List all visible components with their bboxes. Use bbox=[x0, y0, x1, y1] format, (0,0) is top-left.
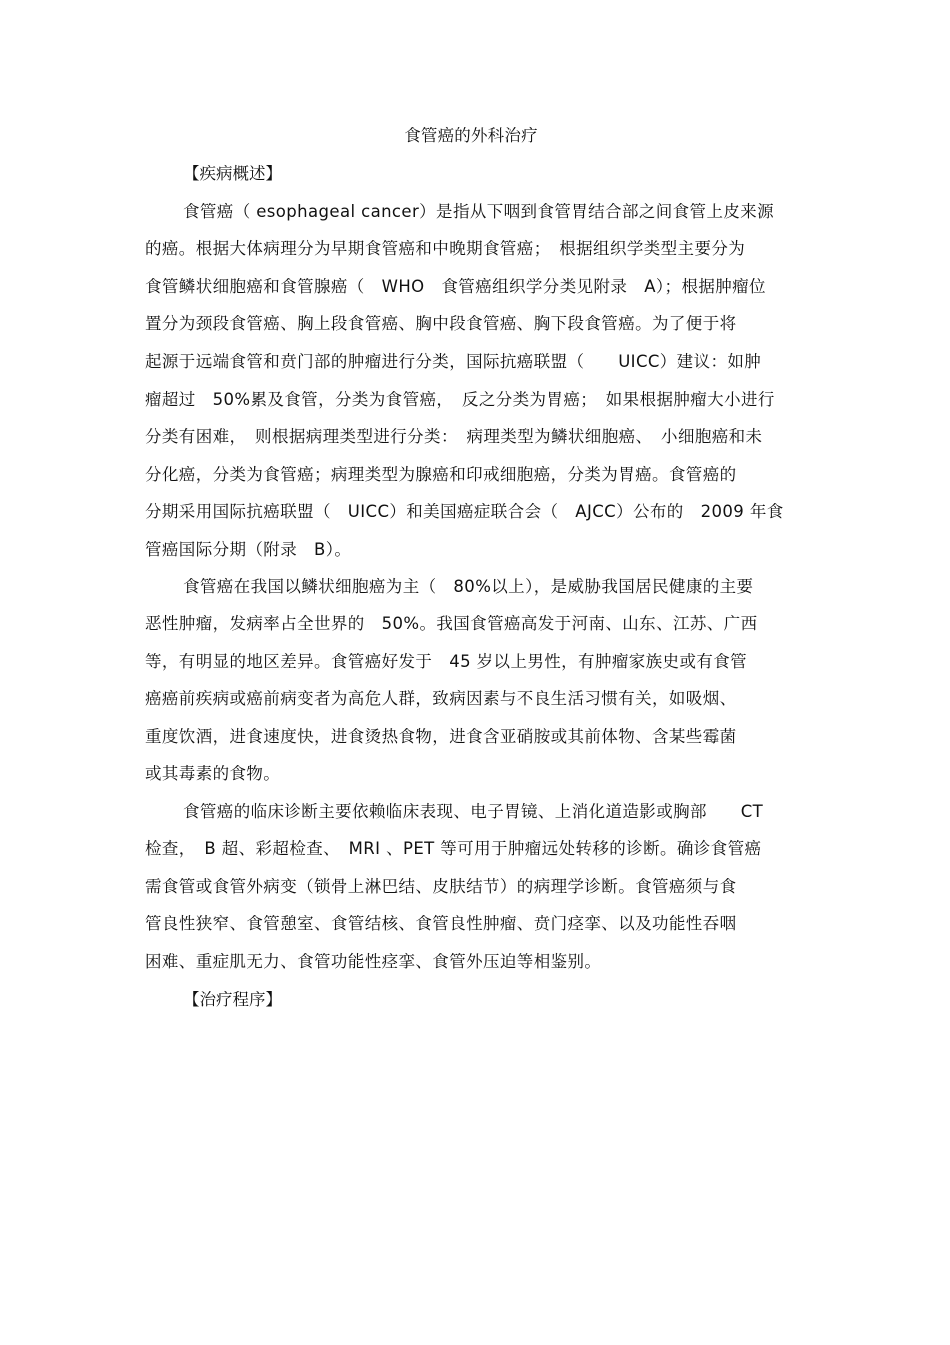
text-line: 起源于远端食管和贲门部的肿瘤进行分类，国际抗癌联盟（ UICC）建议：如肿 bbox=[145, 352, 762, 371]
text-line: 分类有困难， 则根据病理类型进行分类： 病理类型为鳞状细胞癌、 小细胞癌和未 bbox=[145, 427, 763, 446]
text-line: 分化癌，分类为食管癌；病理类型为腺癌和印戒细胞癌，分类为胃癌。食管癌的 bbox=[145, 465, 737, 484]
text-line: 食管癌在我国以鳞状细胞癌为主（ 80%以上），是威胁我国居民健康的主要 bbox=[183, 577, 754, 596]
text-line: 食管癌（ esophageal cancer）是指从下咽到食管胃结合部之间食管上皮来源 bbox=[183, 202, 775, 221]
text-line: 检查， B 超、彩超检查、 MRI 、PET 等可用于肿瘤远处转移的诊断。确诊食管癌 bbox=[145, 839, 762, 858]
text-line: 等，有明显的地区差异。食管癌好发于 45 岁以上男性，有肿瘤家族史或有食管 bbox=[145, 652, 748, 671]
text-line: 恶性肿瘤，发病率占全世界的 50%。我国食管癌高发于河南、山东、江苏、广西 bbox=[145, 614, 758, 633]
section-heading-treatment: 【治疗程序】 bbox=[183, 990, 282, 1009]
text-line: 食管癌的临床诊断主要依赖临床表现、电子胃镜、上消化道造影或胸部 CT bbox=[183, 802, 764, 821]
text-line: 瘤超过 50%累及食管，分类为食管癌， 反之分类为胃癌； 如果根据肿瘤大小进行 bbox=[145, 390, 775, 409]
section-heading-overview: 【疾病概述】 bbox=[183, 164, 282, 183]
text-line: 或其毒素的食物。 bbox=[145, 764, 281, 783]
text-line: 管癌国际分期（附录 B）。 bbox=[145, 540, 352, 559]
text-line: 癌癌前疾病或癌前病变者为高危人群，致病因素与不良生活习惯有关，如吸烟、 bbox=[145, 689, 737, 708]
text-line: 需食管或食管外病变（锁骨上淋巴结、皮肤结节）的病理学诊断。食管癌须与食 bbox=[145, 877, 737, 896]
text-line: 的癌。根据大体病理分为早期食管癌和中晚期食管癌； 根据组织学类型主要分为 bbox=[145, 239, 746, 258]
text-line: 管良性狭窄、食管憩室、食管结核、食管良性肿瘤、贲门痉挛、以及功能性吞咽 bbox=[145, 914, 737, 933]
text-line: 困难、重症肌无力、食管功能性痉挛、食管外压迫等相鉴别。 bbox=[145, 952, 602, 971]
text-line: 置分为颈段食管癌、胸上段食管癌、胸中段食管癌、胸下段食管癌。为了便于将 bbox=[145, 314, 737, 333]
text-line: 食管鳞状细胞癌和食管腺癌（ WHO 食管癌组织学分类见附录 A）；根据肿瘤位 bbox=[145, 277, 766, 296]
document-title: 食管癌的外科治疗 bbox=[404, 126, 538, 145]
text-line: 重度饮酒，进食速度快，进食烫热食物，进食含亚硝胺或其前体物、含某些霉菌 bbox=[145, 727, 737, 746]
text-line: 分期采用国际抗癌联盟（ UICC）和美国癌症联合会（ AJCC）公布的 2009 年食 bbox=[145, 502, 784, 521]
